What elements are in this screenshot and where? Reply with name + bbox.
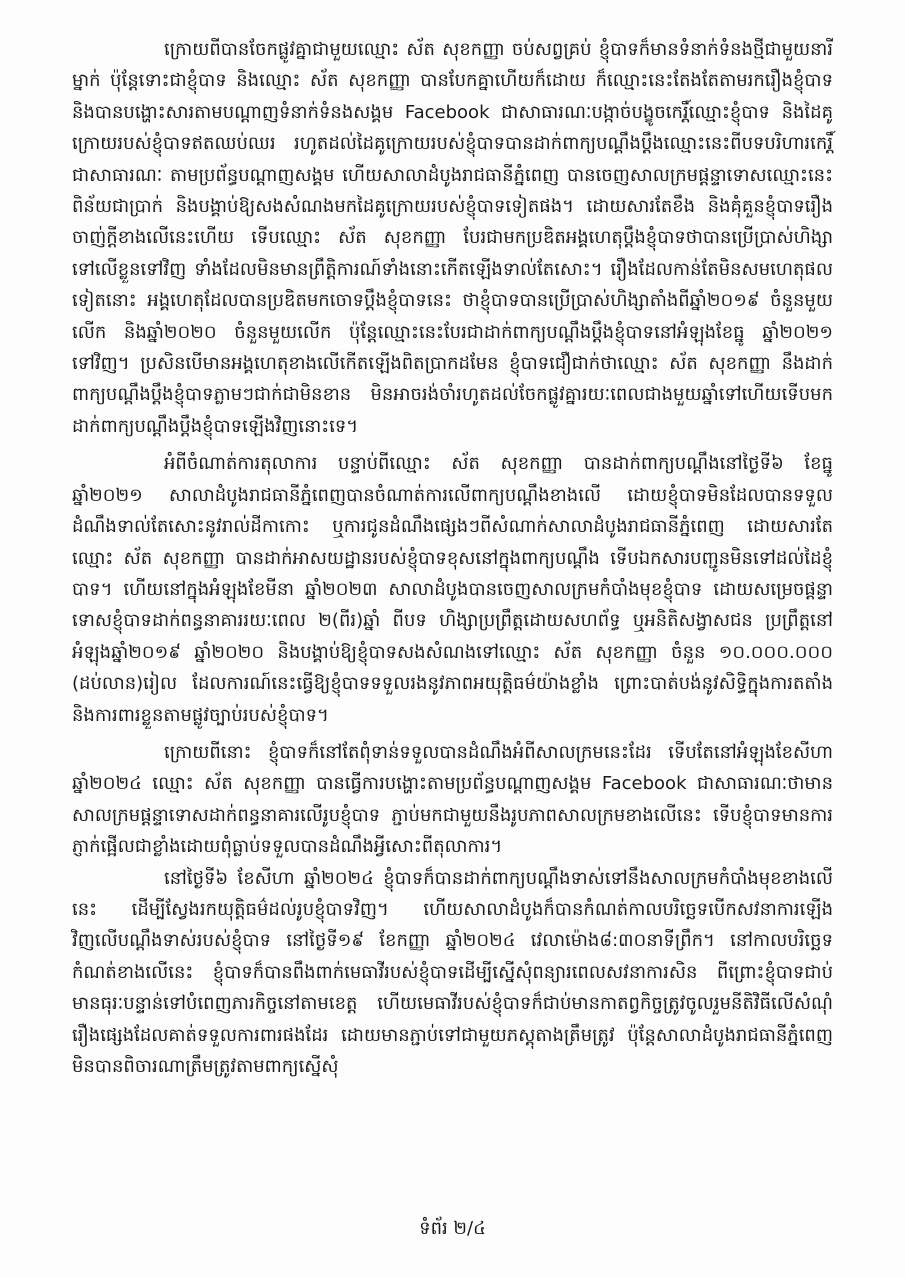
paragraph-3: ក្រោយពីនោះ ខ្ញុំបាទក៏នៅតែពុំទាន់ទទួលបានដំណឹងអំពីសាលក្រមនេះដែរ ទើបតែនៅអំឡុងខែសីហា ឆ្នាំ២០២៤ ឈ្មោះ ស័ត សុខកញ្ញា បានធ្វើការបង្ហោះតាមប្រព័ន្ធបណ្តាញសង្គម Facebook ជាសាធារណៈថាមានសាលក្រមផ្តន្ទាទោសដាក់ពន្ធនាគារលើរូបខ្ញុំបាទ ភ្ជាប់មកជាមួយនឹងរូបភាពសាលក្រមខាងលើនេះ ទើបខ្ញុំបាទមានការភ្ញាក់ផ្អើលជាខ្លាំងដោយពុំធ្លាប់ទទួលបានដំណឹងអ្វីសោះពីតុលាការ។ xyxy=(72,741,833,858)
paragraph-4: នៅថ្ងៃទី៦ ខែសីហា ឆ្នាំ២០២៤ ខ្ញុំបាទក៏បានដាក់ពាក្យបណ្តឹងទាស់ទៅនឹងសាលក្រមកំបាំងមុខខាងលើនេះ ដើម្បីស្វែងរកយុត្តិធម៌ដល់រូបខ្ញុំបាទវិញ។ ហើយសាលាដំបូងក៏បានកំណត់កាលបរិច្ឆេទបើកសវនាការឡើងវិញលើបណ្តឹងទាស់របស់ខ្ញុំបាទ នៅថ្ងៃទី១៩ ខែកញ្ញា ឆ្នាំ២០២៤ វេលាម៉ោង៨:៣០នាទីព្រឹក។ នៅកាលបរិច្ឆេទកំណត់ខាងលើនេះ ខ្ញុំបាទក៏បានពឹងពាក់មេធាវីរបស់ខ្ញុំបាទដើម្បីស្នើសុំពន្យារពេលសវនាការសិន ពីព្រោះខ្ញុំបាទជាប់មានធុរៈបន្ទាន់ទៅបំពេញភារកិច្ចនៅតាមខេត្ត ហើយមេធាវីរបស់ខ្ញុំបាទក៏ជាប់មានកាតព្វកិច្ចត្រូវចូលរួមនីតិវិធីលើសំណុំរឿងផ្សេងដែលគាត់ទទួលការពារផងដែរ ដោយមានភ្ជាប់ទៅជាមួយភស្តុតាងត្រឹមត្រូវ ប៉ុន្តែសាលាដំបូងរាជធានីភ្នំពេញមិនបានពិចារណាត្រឹមត្រូវតាមពាក្យស្នើសុំ xyxy=(72,867,833,1077)
paragraph-2: អំពីចំណាត់ការតុលាការ បន្ទាប់ពីឈ្មោះ ស័ត សុខកញ្ញា បានដាក់ពាក្យបណ្តឹងនៅថ្ងៃទី៦ ខែធ្នូ ឆ្នាំ២០២១ សាលាដំបូងរាជធានីភ្នំពេញបានចំណាត់ការលើពាក្យបណ្តឹងខាងលើ ដោយខ្ញុំបាទមិនដែលបានទទួលដំណឹងទាល់តែសោះនូវរាល់ដីកាកោះ ឬការជូនដំណឹងផ្សេងៗពីសំណាក់សាលាដំបូងរាជធានីភ្នំពេញ ដោយសារតែឈ្មោះ ស័ត សុខកញ្ញា បានដាក់អាសយដ្ឋានរបស់ខ្ញុំបាទខុសនៅក្នុងពាក្យបណ្តឹង ទើបឯកសារបញ្ជូនមិនទៅដល់ដៃខ្ញុំបាទ។ ហើយនៅក្នុងអំឡុងខែមីនា ឆ្នាំ២០២៣ សាលាដំបូងបានចេញសាលក្រមកំបាំងមុខខ្ញុំបាទ ដោយសម្រេចផ្តន្ទាទោសខ្ញុំបាទដាក់ពន្ធនាគាររយៈពេល ២(ពីរ)ឆ្នាំ ពីបទ ហិង្សាប្រព្រឹត្តដោយសហព័ទ្ធ ឬអនិតិសង្វាសជន ប្រព្រឹត្តនៅអំឡុងឆ្នាំ២០១៩ ឆ្នាំ២០២០ និងបង្គាប់ឱ្យខ្ញុំបាទសងសំណងទៅឈ្មោះ ស័ត សុខកញ្ញា ចំនួន ១០.០០០.០០០ (ដប់លាន)រៀល ដែលការណ៍នេះធ្វើឱ្យខ្ញុំបាទទទួលរងនូវភាពអយុត្តិធម៌យ៉ាងខ្លាំង ព្រោះបាត់បង់នូវសិទ្ធិក្នុងការតតាំង និងការពារខ្លួនតាមផ្លូវច្បាប់របស់ខ្ញុំបាទ។ xyxy=(72,453,833,726)
page-number: ទំព័រ ២/៤ xyxy=(419,1218,486,1239)
paragraph-1: ក្រោយពីបានចែកផ្លូវគ្នាជាមួយឈ្មោះ ស័ត សុខកញ្ញា ចប់សព្វគ្រប់ ខ្ញុំបាទក៏មានទំនាក់ទំនងថ្មីជាមួយនារីម្នាក់ ប៉ុន្តែទោះជាខ្ញុំបាទ និងឈ្មោះ ស័ត សុខកញ្ញា បានបែកគ្នាហើយក៏ដោយ ក៏ឈ្មោះនេះតែងតែតាមរករឿងខ្ញុំបាទ និងបានបង្ហោះសារតាមបណ្តាញទំនាក់ទំនងសង្គម Facebook ជាសាធារណៈបង្កាច់បង្ខូចកេរ្តិ៍ឈ្មោះខ្ញុំបាទ និងដៃគូក្រោយរបស់ខ្ញុំបាទឥតឈប់ឈរ រហូតដល់ដៃគូក្រោយរបស់ខ្ញុំបាទបានដាក់ពាក្យបណ្តឹងប្តឹងឈ្មោះនេះពីបទបរិហារកេរ្តិ៍ជាសាធារណៈ តាមប្រព័ន្ធបណ្តាញសង្គម ហើយសាលាដំបូងរាជធានីភ្នំពេញ បានចេញសាលក្រមផ្តន្ទាទោសឈ្មោះនេះពិន័យជាប្រាក់ និងបង្គាប់ឱ្យសងសំណងមកដៃគូក្រោយរបស់ខ្ញុំបាទទៀតផង។ ដោយសារតែខឹង និងគុំគួនខ្ញុំបាទរឿងចាញ់ក្តីខាងលើនេះហើយ ទើបឈ្មោះ ស័ត សុខកញ្ញា បែរជាមកប្រឌិតអង្គហេតុប្តឹងខ្ញុំបាទថាបានប្រើប្រាស់ហិង្សាទៅលើខ្លួនទៅវិញ ទាំងដែលមិនមានព្រឹត្តិការណ៍ទាំងនោះកើតឡើងទាល់តែសោះ។ រឿងដែលកាន់តែមិនសមហេតុផលទៀតនោះ អង្គហេតុដែលបានប្រឌិតមកចោទប្តឹងខ្ញុំបាទនេះ ថាខ្ញុំបាទបានប្រើប្រាស់ហិង្សាតាំងពីឆ្នាំ២០១៩ ចំនួនមួយលើក និងឆ្នាំ២០២០ ចំនួនមួយលើក ប៉ុន្តែឈ្មោះនេះបែរជាដាក់ពាក្យបណ្តឹងប្តឹងខ្ញុំបាទនៅអំឡុងខែធ្នូ ឆ្នាំ២០២១ ទៅវិញ។ ប្រសិនបើមានអង្គហេតុខាងលើកើតឡើងពិតប្រាកដមែន ខ្ញុំបាទជឿជាក់ថាឈ្មោះ ស័ត សុខកញ្ញា នឹងដាក់ពាក្យបណ្តឹងប្តឹងខ្ញុំបាទភ្លាមៗជាក់ជាមិនខាន មិនអាចរង់ចាំរហូតដល់ចែកផ្លូវគ្នារយៈពេលជាងមួយឆ្នាំទៅហើយទើបមកដាក់ពាក្យបណ្តឹងប្តឹងខ្ញុំបាទឡើងវិញនោះទេ។ xyxy=(72,39,833,437)
